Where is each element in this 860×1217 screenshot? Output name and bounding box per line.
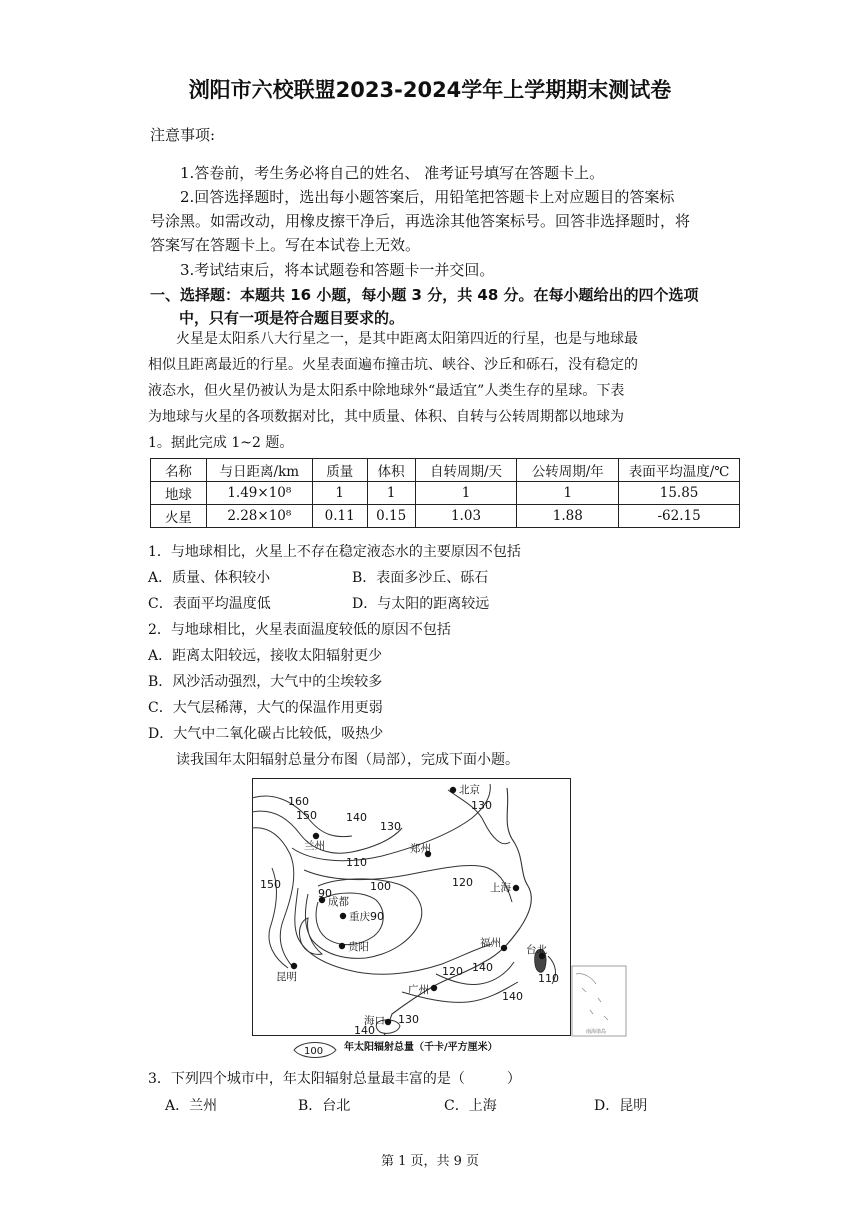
table-cell: 0.15 xyxy=(367,505,415,528)
passage-line: 1。据此完成 1~2 题。 xyxy=(148,435,294,451)
isoline-value: 130 xyxy=(398,1013,419,1026)
table-row xyxy=(151,482,740,505)
table-cell: 1.49×10⁸ xyxy=(206,482,312,505)
isoline-value: 120 xyxy=(452,876,473,889)
isoline-value: 140 xyxy=(346,811,367,824)
passage-line: 相似且距离最近的行星。火星表面遍布撞击坑、峡谷、沙丘和砾石，没有稳定的 xyxy=(148,357,638,373)
isoline-value: 140 xyxy=(502,990,523,1003)
city-label: 贵阳 xyxy=(348,941,369,953)
city-label: 福州 xyxy=(480,937,501,949)
isoline-value: 110 xyxy=(346,856,367,869)
isoline-value: 150 xyxy=(296,809,317,822)
table-cell: 1 xyxy=(415,482,517,505)
page-footer: 第 1 页，共 9 页 xyxy=(380,1154,480,1169)
solar-radiation-map xyxy=(252,778,627,1060)
inset-label: 南海诸岛 xyxy=(586,1029,607,1035)
table-header-cell: 体积 xyxy=(367,459,415,482)
isoline-value: 100 xyxy=(370,880,391,893)
table-cell: -62.15 xyxy=(619,505,740,528)
table-cell: 地球 xyxy=(151,482,207,505)
city-label: 台北 xyxy=(526,944,547,956)
city-label: 上海 xyxy=(490,882,511,894)
table-row xyxy=(151,505,740,528)
city-label: 重庆 xyxy=(349,911,370,923)
question-3-stem: 3．下列四个城市中，年太阳辐射总量最丰富的是（ ） xyxy=(148,1071,521,1087)
question-3-option-a: A．兰州 xyxy=(165,1098,218,1114)
notice-item-3: 3.考试结束后，将本试题卷和答题卡一并交回。 xyxy=(180,261,495,279)
table-header-cell: 与日距离/km xyxy=(206,459,312,482)
city-label: 成都 xyxy=(328,896,349,908)
south-china-sea-inset xyxy=(572,966,626,1036)
question-2-option-d: D．大气中二氧化碳占比较低，吸热少 xyxy=(148,726,384,742)
question-2-option-a: A．距离太阳较远，接收太阳辐射更少 xyxy=(148,648,383,664)
question-3-option-b: B．台北 xyxy=(298,1098,351,1114)
isoline-value: 130 xyxy=(380,820,401,833)
table-cell: 1 xyxy=(517,482,619,505)
table-header-cell: 公转周期/年 xyxy=(517,459,619,482)
table-cell: 0.11 xyxy=(312,505,367,528)
section-heading-line-2: 中，只有一项是符合题目要求的。 xyxy=(179,309,405,327)
passage-2: 读我国年太阳辐射总量分布图（局部），完成下面小题。 xyxy=(176,752,519,768)
question-2-option-b: B．风沙活动强烈，大气中的尘埃较多 xyxy=(148,674,383,690)
city-label: 郑州 xyxy=(410,843,431,855)
table-cell: 1 xyxy=(367,482,415,505)
passage-line: 为地球与火星的各项数据对比，其中质量、体积、自转与公转周期都以地球为 xyxy=(148,409,624,425)
question-2-stem: 2．与地球相比，火星表面温度较低的原因不包括 xyxy=(148,622,451,638)
question-1-stem: 1．与地球相比，火星上不存在稳定液态水的主要原因不包括 xyxy=(148,544,521,560)
table-header-cell: 表面平均温度/℃ xyxy=(619,459,740,482)
isoline-value: 110 xyxy=(538,972,559,985)
table-cell: 火星 xyxy=(151,505,207,528)
table-cell: 1 xyxy=(312,482,367,505)
isoline-value: 140 xyxy=(354,1024,375,1037)
question-1-option-b: B．表面多沙丘、砾石 xyxy=(352,570,489,586)
question-1-option-c: C．表面平均温度低 xyxy=(148,596,271,612)
isoline-value: 90 xyxy=(318,887,332,900)
question-3-option-c: C．上海 xyxy=(444,1098,497,1114)
table-header-cell: 质量 xyxy=(312,459,367,482)
notice-heading: 注意事项: xyxy=(150,126,216,144)
notice-item-2-line-2: 号涂黑。如需改动，用橡皮擦干净后，再选涂其他答案标号。回答非选择题时，将 xyxy=(150,212,691,230)
passage-line: 火星是太阳系八大行星之一，是其中距离太阳第四近的行星，也是与地球最 xyxy=(176,331,638,347)
isoline-value: 130 xyxy=(471,799,492,812)
city-label: 兰州 xyxy=(304,840,325,852)
question-3-option-d: D．昆明 xyxy=(594,1098,648,1114)
legend-text: 年太阳辐射总量（千卡/平方厘米） xyxy=(344,1042,498,1053)
section-heading-line-1: 一、选择题：本题共 16 小题，每小题 3 分，共 48 分。在每小题给出的四个选项 xyxy=(150,286,699,304)
question-2-option-c: C．大气层稀薄，大气的保温作用更弱 xyxy=(148,700,383,716)
city-label: 海口 xyxy=(364,1015,385,1027)
table-cell: 1.88 xyxy=(517,505,619,528)
isoline-value: 140 xyxy=(472,961,493,974)
passage-line: 液态水，但火星仍被认为是太阳系中除地球外“最适宜”人类生存的星球。下表 xyxy=(148,383,625,399)
city-label: 昆明 xyxy=(276,971,297,983)
table-header-row xyxy=(151,459,740,482)
page-title: 浏阳市六校联盟2023-2024学年上学期期末测试卷 xyxy=(188,78,672,102)
planet-data-table xyxy=(150,458,740,528)
isoline-value: 160 xyxy=(288,795,309,808)
notice-item-2-line-3: 答案写在答题卡上。写在本试卷上无效。 xyxy=(150,236,421,254)
isoline-value: 90 xyxy=(370,910,384,923)
notice-item-2-line-1: 2.回答选择题时，选出每小题答案后，用铅笔把答题卡上对应题目的答案标 xyxy=(180,188,675,206)
question-1-option-a: A．质量、体积较小 xyxy=(148,570,271,586)
table-cell: 1.03 xyxy=(415,505,517,528)
city-label: 北京 xyxy=(459,784,480,796)
table-cell: 15.85 xyxy=(619,482,740,505)
table-cell: 2.28×10⁸ xyxy=(206,505,312,528)
city-label: 广州 xyxy=(408,984,429,996)
map-legend xyxy=(294,1040,498,1058)
isoline-value: 120 xyxy=(442,965,463,978)
question-1-option-d: D．与太阳的距离较远 xyxy=(352,596,490,612)
isoline-value: 150 xyxy=(260,878,281,891)
table-header-cell: 自转周期/天 xyxy=(415,459,517,482)
notice-item-1: 1.答卷前，考生务必将自己的姓名、 准考证号填写在答题卡上。 xyxy=(180,164,605,182)
table-header-cell: 名称 xyxy=(151,459,207,482)
legend-value: 100 xyxy=(304,1046,324,1057)
